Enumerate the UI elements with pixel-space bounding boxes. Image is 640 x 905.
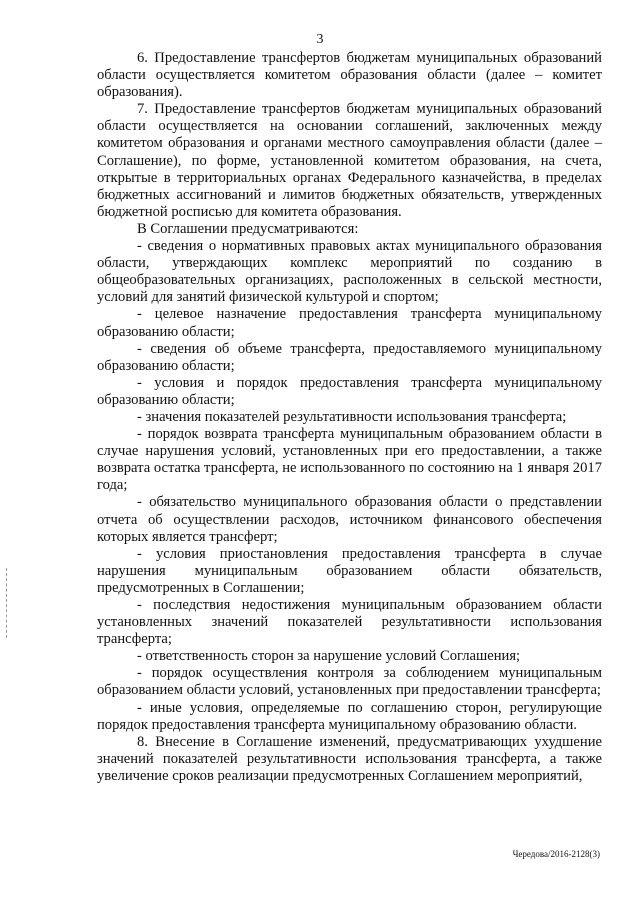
list-item: - сведения об объеме трансферта, предоставляемого муниципальному образованию области; [97,340,602,374]
list-item: - порядок осуществления контроля за соблюдением муниципальным образованием области условий, установленных при предоставлении трансферта; [97,665,602,699]
agreement-intro: В Соглашении предусматриваются: [137,220,359,237]
list-item: - иные условия, определяемые по соглашению сторон, регулирующие порядок предоставления трансферта муниципальному образованию области. [97,699,602,733]
margin-mark [6,568,8,638]
list-item: - порядок возврата трансферта муниципальным образованием области в случае нарушения условий, установленных при его предоставлении, а также возврата остатка трансферта, не использованного по состоянию на 1 января 2017 года; [97,426,602,494]
list-item: - значения показателей результативности использования трансферта; [137,408,567,425]
document-code: Чередова/2016-2128(3) [512,849,600,859]
list-item: - последствия недостижения муниципальным образованием области установленных значений показателей результативности использования трансферта; [97,597,602,648]
list-item: - обязательство муниципального образования области о представлении отчета об осуществлении расходов, источником финансового обеспечения которых является трансферт; [97,494,602,545]
paragraph-6: 6. Предоставление трансфертов бюджетам муниципальных образований области осуществляется комитетом образования области (далее – комитет образования). [97,50,602,101]
document-body [97,50,602,785]
list-item: - целевое назначение предоставления трансферта муниципальному образованию области; [97,306,602,340]
list-item: - условия и порядок предоставления трансферта муниципальному образованию области; [97,374,602,408]
paragraph-7: 7. Предоставление трансфертов бюджетам муниципальных образований области осуществляется на основании соглашений, заключенных между комитетом образования и органами местного самоуправления области (далее – Соглашение), по форме, установленной комитетом образования, на счета, открытые в территориальных органах Федерального казначейства, в пределах бюджетных ассигнований и лимитов бюджетных обязательств, утвержденных бюджетной росписью для комитета образования. [97,101,602,220]
page-number: 3 [316,32,324,47]
list-item: - сведения о нормативных правовых актах муниципального образования области, утверждающих комплекс мероприятий по созданию в общеобразовательных организациях, расположенных в сельской местности, условий для занятий физической культурой и спортом; [97,238,602,306]
list-item: - условия приостановления предоставления трансферта в случае нарушения муниципальным образованием области обязательств, предусмотренных в Соглашении; [97,545,602,596]
paragraph-8: 8. Внесение в Соглашение изменений, предусматривающих ухудшение значений показателей результативности использования трансферта, а также увеличение сроков реализации предусмотренных Соглашением мероприятий, [97,733,602,784]
list-item: - ответственность сторон за нарушение условий Соглашения; [137,648,521,665]
